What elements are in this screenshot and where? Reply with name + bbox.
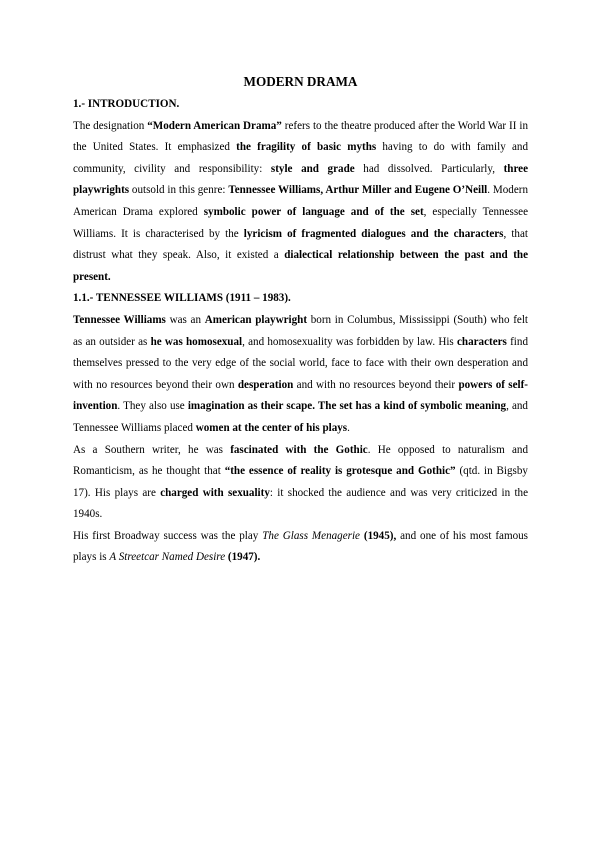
text-run: born in Columbus, Mississippi (South) who felt as an outsider as <box>73 313 529 348</box>
text-run: find themselves pressed to the very edge of the social world, face to face with their own desperation and with no resources beyond their own <box>73 335 528 391</box>
text-run: . He opposed to naturalism and Romanticism, as he thought that <box>73 443 528 478</box>
text-run: The designation <box>73 119 148 132</box>
text-run: , and Tennessee Williams placed <box>73 400 528 434</box>
bold-text-run: Tennessee Williams, Arthur Miller and Eugene O’Neill <box>228 184 488 197</box>
bold-text-run: (1945), <box>363 529 397 542</box>
document-title: MODERN DRAMA <box>243 74 358 89</box>
bold-text-run: characters <box>456 335 507 348</box>
bold-text-run: symbolic power of language and of the set <box>203 205 424 218</box>
bold-text-run: desperation <box>237 378 294 391</box>
bold-text-run: lyricism of fragmented dialogues and the characters <box>243 227 504 240</box>
text-run: His first Broadway success was the play <box>73 529 263 542</box>
bold-text-run: dialectical relationship between the past and the present. <box>73 249 529 283</box>
bold-text-run: “Modern American Drama” <box>147 119 282 132</box>
bold-text-run: fascinated with the Gothic <box>230 443 368 456</box>
bold-text-run: “the essence of reality is grotesque and Gothic” <box>224 465 456 478</box>
introduction-paragraph <box>73 116 528 289</box>
text-run: and with no resources beyond their <box>293 378 459 391</box>
text-run: , and homosexuality was forbidden by law. His <box>242 335 457 348</box>
bold-text-run: he was homosexual <box>150 335 243 348</box>
text-run: . They also use <box>117 400 188 413</box>
williams-paragraph-1 <box>73 310 528 440</box>
text-run: had dissolved. Particularly, <box>354 162 504 175</box>
text-run: having to do with family and community, civility and responsibility: <box>73 141 528 175</box>
italic-text-run: A Streetcar Named Desire <box>109 551 226 564</box>
text-run: . Modern American Drama explored <box>73 184 528 218</box>
text-run: : it shocked the audience and was very criticized in the 1940s. <box>73 486 528 521</box>
bold-text-run: women at the center of his plays <box>195 421 348 434</box>
italic-text-run: The Glass Menagerie <box>262 529 360 542</box>
section-heading-introduction: 1.- INTRODUCTION. <box>73 98 180 110</box>
section-heading-tennessee-williams: 1.1.- TENNESSEE WILLIAMS (1911 – 1983). <box>73 292 291 305</box>
bold-text-run: American playwright <box>204 313 308 326</box>
bold-text-run: three playwrights <box>73 162 529 197</box>
text-run: was an <box>165 313 205 326</box>
bold-text-run: charged with sexuality <box>160 486 270 499</box>
text-run: , that distrust what they speak. Also, it existed a <box>73 227 528 262</box>
text-run: , especially Tennessee Williams. It is characterised by the <box>73 205 528 240</box>
text-run: and one of his most famous plays is <box>73 529 528 564</box>
text-run: . <box>347 421 350 434</box>
bold-text-run: (1947). <box>227 551 261 564</box>
bold-text-run: Tennessee Williams <box>73 313 166 326</box>
text-run: outsold in this genre: <box>129 184 229 197</box>
williams-paragraph-3 <box>73 526 528 569</box>
williams-paragraph-2 <box>73 440 528 526</box>
bold-text-run: style and grade <box>270 162 355 175</box>
bold-text-run: imagination as their scape. The set has a kind of symbolic meaning <box>187 400 507 413</box>
bold-text-run: powers of self-invention <box>73 378 528 413</box>
text-run: (qtd. in Bigsby 17). His plays are <box>73 465 528 499</box>
text-run: As a Southern writer, he was <box>73 443 231 456</box>
text-run: refers to the theatre produced after the World War II in the United States. It emphasized <box>73 119 528 154</box>
bold-text-run: the fragility of basic myths <box>236 141 377 154</box>
document-page <box>73 70 528 569</box>
